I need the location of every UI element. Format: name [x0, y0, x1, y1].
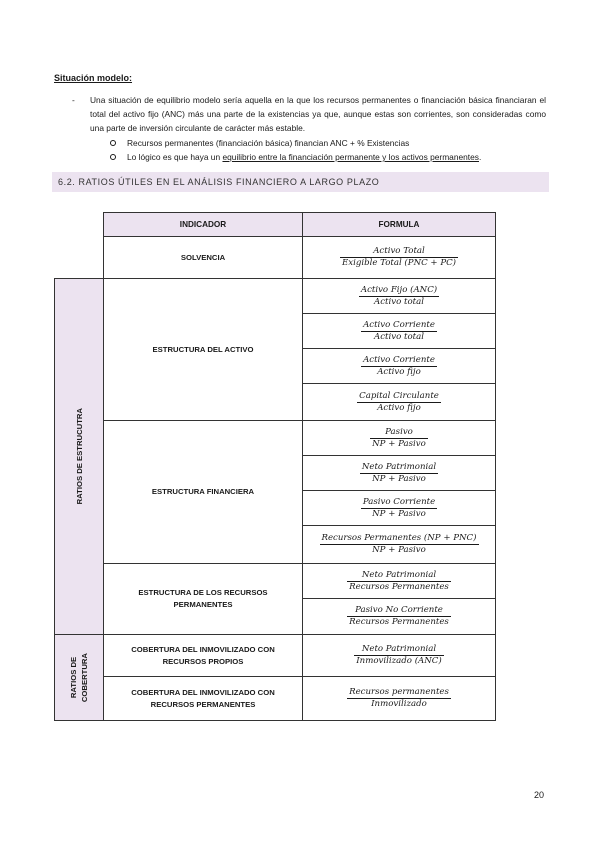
group-ratios-estructura — [55, 279, 104, 635]
formula-fraction — [361, 497, 437, 520]
formula-fraction — [359, 285, 439, 308]
sub-bullet-1-text: Recursos permanentes (financiación básica) financian ANC + % Existencias — [127, 138, 410, 148]
formula-fraction — [320, 533, 479, 556]
numerator: Pasivo No Corriente — [347, 605, 451, 617]
formula-cell — [303, 237, 496, 279]
formula-fraction — [360, 462, 438, 485]
formula-fraction — [347, 687, 451, 710]
group-ratios-cobertura — [55, 635, 104, 721]
table-row — [55, 677, 496, 721]
table-row — [55, 421, 496, 456]
situacion-paragraph: Una situación de equilibrio modelo sería aquella en la que los recursos permanentes o financiación básica financiaran el total del activo fijo (ANC) más una parte de la existencias ya que, aunque estas son corrientes, son consideradas como una parte de inversión circulante de carácter más estable. — [90, 95, 546, 133]
formula-cell — [303, 526, 496, 564]
numerator: Neto Patrimonial — [347, 570, 451, 582]
dash-bullet: - — [72, 95, 75, 105]
indicator-label-line: RECURSOS PERMANENTES — [150, 699, 256, 709]
formula-cell — [303, 384, 496, 421]
sub-bullet-2-pre: Lo lógico es que haya un — [127, 152, 223, 162]
indicator-cobertura-propios — [104, 635, 303, 677]
formula-cell — [303, 349, 496, 384]
formula-fraction — [354, 644, 443, 667]
formula-fraction — [347, 605, 451, 628]
formula-cell — [303, 599, 496, 635]
group-label-line: COBERTURA — [80, 652, 89, 703]
denominator: Inmovilizado — [371, 699, 427, 709]
formula-fraction — [361, 355, 437, 378]
numerator: Recursos permanentes — [349, 687, 449, 697]
denominator: NP + Pasivo — [372, 473, 426, 484]
formula-cell — [303, 677, 496, 721]
denominator: NP + Pasivo — [372, 508, 426, 519]
numerator: Neto Patrimonial — [361, 461, 437, 472]
blank-cell — [55, 237, 104, 279]
indicator-label-line: COBERTURA DEL INMOVILIZADO CON — [131, 644, 275, 654]
denominator: Activo total — [374, 296, 424, 307]
formula-cell — [303, 564, 496, 599]
section-heading-bar — [52, 172, 549, 192]
denominator: Activo fijo — [377, 402, 421, 413]
table-row-solvencia — [55, 237, 496, 279]
sub-bullet-2-post: . — [478, 152, 482, 162]
situacion-modelo-title: Situación modelo: — [54, 73, 133, 83]
formula-cell — [303, 491, 496, 526]
circle-bullet-icon — [110, 140, 116, 146]
indicator-label-line: PERMANENTES — [173, 600, 233, 609]
denominator: Recursos Permanentes — [349, 581, 449, 592]
numerator: Neto Patrimonial — [354, 644, 443, 656]
indicator-label-line: COBERTURA DEL INMOVILIZADO CON — [131, 687, 275, 697]
blank-corner — [55, 213, 104, 237]
numerator: Activo Fijo (ANC) — [360, 284, 438, 295]
sub-bullet-2-underlined: equilibrio entre la financiación permanente y los activos permanentes — [222, 152, 479, 162]
numerator: Activo Corriente — [363, 354, 435, 365]
denominator: NP + Pasivo — [372, 438, 426, 449]
numerator: Capital Circulante — [359, 390, 439, 401]
header-formula: FORMULA — [303, 213, 496, 237]
indicator-estructura-financiera: ESTRUCTURA FINANCIERA — [104, 421, 303, 564]
formula-cell — [303, 421, 496, 456]
ratios-table — [54, 212, 496, 721]
indicator-label-line: RECURSOS PROPIOS — [162, 656, 244, 666]
header-indicador: INDICADOR — [104, 213, 303, 237]
sub-bullet-2-text — [127, 150, 481, 164]
formula-fraction — [357, 391, 441, 414]
formula-fraction — [347, 570, 451, 593]
numerator: Activo Total — [340, 246, 458, 258]
numerator: Pasivo Corriente — [362, 496, 436, 507]
page-number: 20 — [534, 790, 545, 800]
denominator: NP + Pasivo — [372, 545, 426, 555]
table-row — [55, 279, 496, 314]
table-row — [55, 635, 496, 677]
denominator: Recursos Permanentes — [349, 617, 449, 627]
denominator: Activo fijo — [377, 366, 421, 377]
indicator-estructura-recursos — [104, 564, 303, 635]
denominator: Inmovilizado (ANC) — [356, 656, 442, 666]
formula-cell — [303, 456, 496, 491]
denominator: Exigible Total (PNC + PC) — [341, 258, 457, 268]
group-label-cobertura — [68, 653, 90, 702]
numerator: Activo Corriente — [363, 319, 435, 330]
denominator: Activo total — [374, 331, 424, 342]
indicator-label-line: ESTRUCTURA DE LOS RECURSOS — [138, 588, 268, 597]
numerator: Recursos Permanentes (NP + PNC) — [321, 533, 477, 543]
formula-cell — [303, 279, 496, 314]
indicator-estructura-activo: ESTRUCTURA DEL ACTIVO — [104, 279, 303, 421]
numerator: Pasivo — [370, 427, 428, 439]
formula-fraction — [361, 320, 437, 343]
group-label-line: RATIOS DE — [69, 656, 78, 699]
circle-bullet-icon — [110, 154, 116, 160]
formula-fraction — [370, 427, 428, 450]
table-row — [55, 564, 496, 599]
formula-fraction — [340, 246, 458, 269]
section-title: 6.2. RATIOS ÚTILES EN EL ANÁLISIS FINANCIERO A LARGO PLAZO — [58, 177, 380, 187]
indicator-cobertura-permanentes — [104, 677, 303, 721]
group-label-estructura: RATIOS DE ESTRUCUTRA — [74, 408, 84, 505]
formula-cell — [303, 314, 496, 349]
table-header-row — [55, 213, 496, 237]
formula-cell — [303, 635, 496, 677]
indicator-solvencia: SOLVENCIA — [104, 237, 303, 279]
